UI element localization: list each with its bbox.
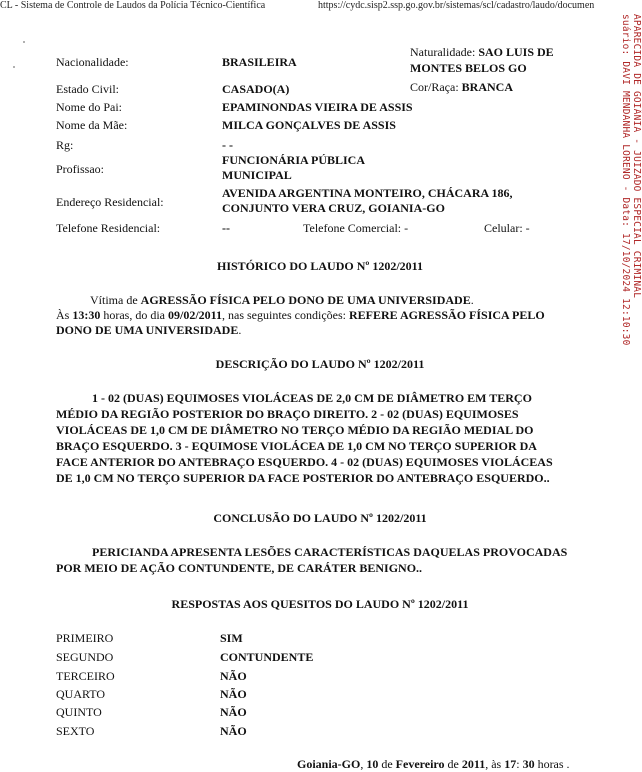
- descricao-body: [56, 390, 581, 486]
- respostas-title: RESPOSTAS AOS QUESITOS DO LAUDO Nº 1202/2011: [171, 597, 469, 611]
- footer-sep: , às: [485, 757, 505, 771]
- answer-value: CONTUNDENTE: [220, 650, 314, 664]
- system-title: CL - Sistema de Controle de Laudos da Polícia Técnico-Científica: [0, 0, 266, 11]
- answer-label: SEXTO: [56, 724, 95, 738]
- footer-minute: 30: [522, 757, 535, 771]
- conditions-value-1: REFERE AGRESSÃO FÍSICA PELO: [349, 308, 545, 322]
- descricao-line: 1 - 02 (DUAS) EQUIMOSES VIOLÁCEAS DE 2,0 CM DE DIÂMETRO EM TERÇO: [92, 391, 532, 405]
- answer-label: PRIMEIRO: [56, 631, 114, 645]
- conclusao-body: [56, 544, 581, 576]
- mother-label: Nome da Mãe:: [56, 118, 128, 132]
- cell-phone-value: -: [525, 221, 530, 235]
- home-phone-label: Telefone Residencial:: [56, 221, 161, 235]
- footer-sep: ,: [360, 757, 367, 771]
- answer-label: QUINTO: [56, 705, 102, 719]
- address-value-1: AVENIDA ARGENTINA MONTEIRO, CHÁCARA 186,: [222, 186, 513, 200]
- birthplace-label: Naturalidade:: [410, 45, 476, 59]
- conditions-line: [56, 308, 545, 323]
- cell-phone-label: Celular:: [484, 221, 523, 235]
- answer-value: NÃO: [220, 724, 247, 738]
- answer-value: SIM: [220, 631, 243, 645]
- historico-title: HISTÓRICO DO LAUDO Nº 1202/2011: [217, 259, 423, 273]
- descricao-line: VIOLÁCEAS DE 1,0 CM DE DIÂMETRO NO TERÇO MÉDIO DA REGIÃO MEDIAL DO: [56, 423, 534, 437]
- answer-label: SEGUNDO: [56, 650, 114, 664]
- footer-day: 10: [366, 757, 379, 771]
- event-date: 09/02/2011: [168, 308, 223, 322]
- mother-value: MILCA GONÇALVES DE ASSIS: [222, 118, 396, 132]
- father-value: EPAMINONDAS VIEIRA DE ASSIS: [222, 100, 413, 114]
- page-url: https://cydc.sisp2.ssp.go.gov.br/sistemas/scl/cadastro/laudo/documen: [318, 0, 595, 11]
- conclusao-title: CONCLUSÃO DO LAUDO Nº 1202/2011: [213, 511, 427, 525]
- work-phone-value: -: [404, 221, 409, 235]
- stamp-line-2: suário: DAVI MENDANHA LORENO - Data: 17/10/2024 12:10:30: [620, 14, 631, 346]
- scan-speck: [13, 66, 15, 68]
- work-phone-label: Telefone Comercial:: [303, 221, 402, 235]
- conclusao-line: POR MEIO DE AÇÃO CONTUNDENTE, DE CARÁTER BENIGNO..: [56, 561, 423, 575]
- footer-month: Fevereiro: [395, 757, 445, 771]
- footer-year: 2011: [461, 757, 486, 771]
- victim-text: AGRESSÃO FÍSICA PELO DONO DE UMA UNIVERSIDADE: [140, 293, 471, 307]
- race-field: [410, 80, 513, 95]
- victim-line: [90, 293, 474, 308]
- address-value-2: CONJUNTO VERA CRUZ, GOIANIA-GO: [222, 201, 445, 215]
- rg-label: Rg:: [56, 138, 74, 152]
- descricao-line: MÉDIO DA REGIÃO POSTERIOR DO BRAÇO DIREITO. 2 - 02 (DUAS) EQUIMOSES: [56, 407, 519, 421]
- footer-sep: :: [516, 757, 523, 771]
- race-label: Cor/Raça:: [410, 80, 459, 94]
- day-text: horas, do dia: [100, 308, 168, 322]
- profession-value-1: FUNCIONÁRIA PÚBLICA: [222, 153, 366, 167]
- footer-sep: horas .: [534, 757, 570, 771]
- descricao-line: DE 1,0 CM NO TERÇO SUPERIOR DA FACE POSTERIOR DO ANTEBRAÇO ESQUERDO..: [56, 471, 550, 485]
- civil-status-label: Estado Civil:: [56, 82, 119, 96]
- descricao-title: DESCRIÇÃO DO LAUDO Nº 1202/2011: [215, 357, 425, 371]
- conditions-line-2: [56, 323, 241, 338]
- answer-label: TERCEIRO: [56, 669, 115, 683]
- conclusao-line: PERICIANDA APRESENTA LESÕES CARACTERÍSTICAS DAQUELAS PROVOCADAS: [92, 545, 568, 559]
- father-label: Nome do Pai:: [56, 100, 122, 114]
- cell-phone-field: [484, 221, 530, 236]
- court-stamp: [620, 14, 642, 346]
- civil-status-value: CASADO(A): [222, 82, 290, 96]
- descricao-line: FACE ANTERIOR DO ANTEBRAÇO ESQUERDO. 4 - 02 (DUAS) EQUIMOSES VIOLÁCEAS: [56, 455, 553, 469]
- work-phone-field: [303, 221, 408, 236]
- birthplace-field: [410, 45, 554, 60]
- stamp-line-1: APARECIDA DE GOIÂNIA - JUIZADO ESPECIAL CRIMINAL: [631, 14, 642, 299]
- answer-value: NÃO: [220, 669, 247, 683]
- descricao-line: BRAÇO ESQUERDO. 3 - EQUIMOSE VIOLÁCEA DE 1,0 CM NO TERÇO SUPERIOR DA: [56, 439, 537, 453]
- signature-date-line: [297, 757, 570, 772]
- footer-sep: de: [444, 757, 462, 771]
- nationality-value: BRASILEIRA: [222, 55, 297, 69]
- profession-value-2: MUNICIPAL: [222, 168, 292, 182]
- profession-label: Profissao:: [56, 162, 104, 176]
- conditions-value-2: DONO DE UMA UNIVERSIDADE: [56, 323, 239, 337]
- birthplace-value-2: MONTES BELOS GO: [410, 61, 527, 75]
- victim-end: .: [470, 293, 474, 307]
- answer-value: NÃO: [220, 705, 247, 719]
- answer-label: QUARTO: [56, 687, 106, 701]
- birthplace-value-1: SAO LUIS DE: [478, 45, 554, 59]
- footer-sep: de: [378, 757, 396, 771]
- victim-prefix: Vítima de: [90, 293, 141, 307]
- footer-hour: 17: [504, 757, 517, 771]
- conditions-end: .: [238, 323, 242, 337]
- event-time: 13:30: [72, 308, 101, 322]
- conditions-text: , nas seguintes condições:: [222, 308, 349, 322]
- scan-speck: [23, 41, 25, 43]
- home-phone-value: --: [222, 221, 230, 235]
- rg-value: - -: [222, 138, 233, 152]
- race-value: BRANCA: [461, 80, 513, 94]
- at-text: Às: [56, 308, 73, 322]
- address-label: Endereço Residencial:: [56, 195, 164, 209]
- answer-value: NÃO: [220, 687, 247, 701]
- footer-city: Goiania-GO: [297, 757, 361, 771]
- nationality-label: Nacionalidade:: [56, 55, 129, 69]
